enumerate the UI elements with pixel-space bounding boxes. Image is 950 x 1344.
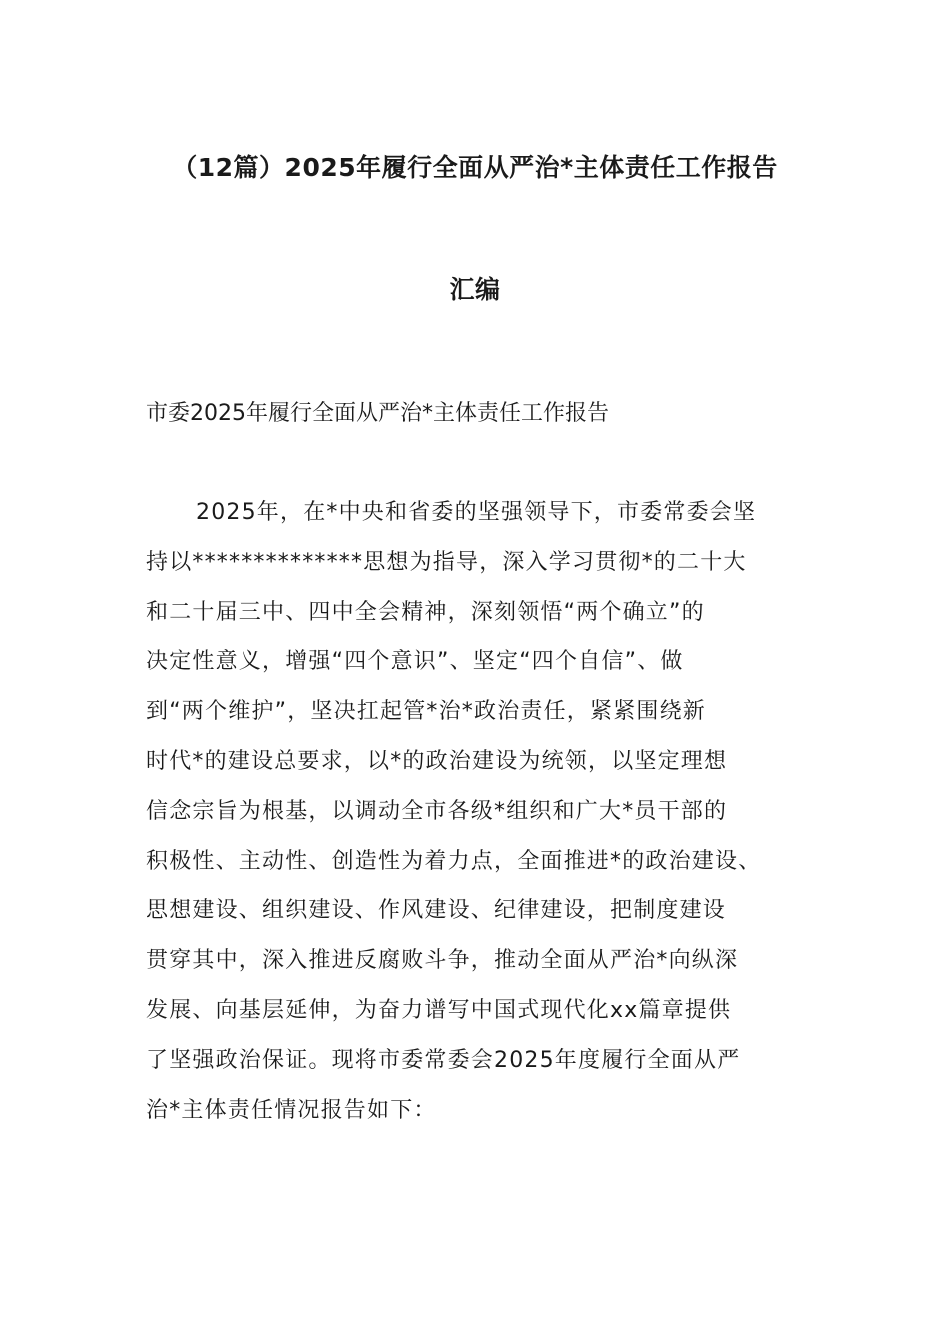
paragraph-line: 积极性、主动性、创造性为着力点，全面推进*的政治建设、	[146, 848, 762, 874]
paragraph-line: 2025年，在*中央和省委的坚强领导下，市委常委会坚	[196, 500, 757, 525]
body-paragraph	[146, 488, 836, 1135]
paragraph-line: 治*主体责任情况报告如下：	[146, 1097, 437, 1123]
paragraph-line: 决定性意义，增强“四个意识”、坚定“四个自信”、做	[146, 649, 684, 675]
paragraph-line: 思想建设、组织建设、作风建设、纪律建设，把制度建设	[146, 898, 727, 924]
document-title-line-2: 汇编	[449, 275, 501, 304]
document-title-line-1: （12篇）2025年履行全面从严治*主体责任工作报告	[172, 153, 778, 182]
paragraph-line: 到“两个维护”，坚决扛起管*治*政治责任，紧紧围绕新	[146, 699, 706, 725]
paragraph-line: 发展、向基层延伸，为奋力谱写中国式现代化xx篇章提供	[146, 997, 732, 1023]
paragraph-line: 了坚强政治保证。现将市委常委会2025年度履行全面从严	[146, 1047, 741, 1073]
paragraph-line: 信念宗旨为根基，以调动全市各级*组织和广大*员干部的	[146, 798, 728, 824]
paragraph-line: 和二十届三中、四中全会精神，深刻领悟“两个确立”的	[146, 599, 705, 625]
paragraph-line: 持以**************思想为指导，深入学习贯彻*的二十大	[146, 549, 747, 575]
paragraph-line: 时代*的建设总要求，以*的政治建设为统领，以坚定理想	[146, 748, 728, 774]
section-heading: 市委2025年履行全面从严治*主体责任工作报告	[146, 401, 609, 426]
paragraph-line: 贯穿其中，深入推进反腐败斗争，推动全面从严治*向纵深	[146, 948, 739, 974]
